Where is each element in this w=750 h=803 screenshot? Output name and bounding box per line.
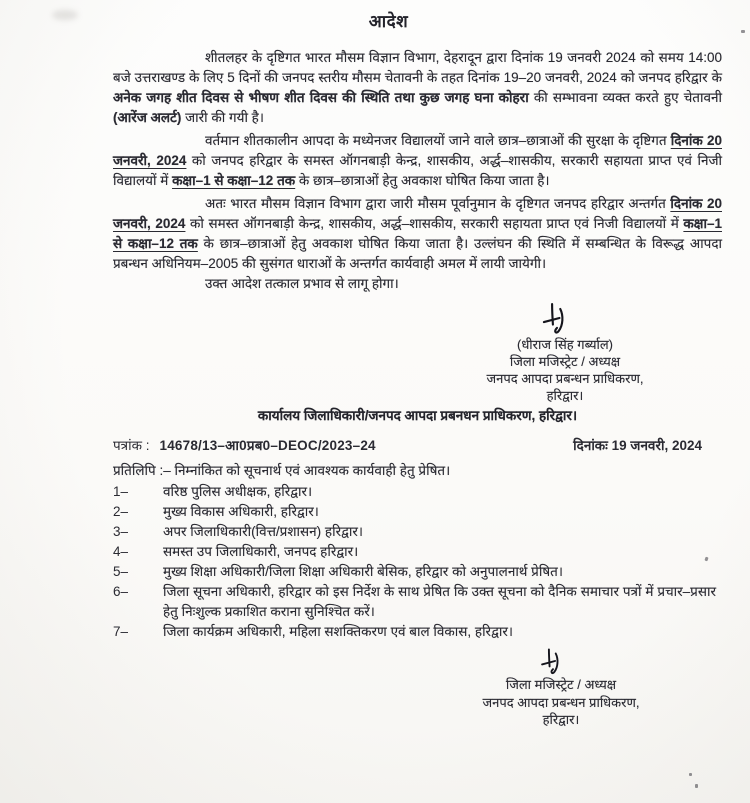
paragraph-text-underlined: कक्षा–1 से कक्षा–12 तक [172, 173, 296, 188]
list-item-number: 1– [113, 484, 129, 499]
scan-speck [741, 30, 745, 33]
letter-date: दिनांकः 19 जनवरी, 2024 [573, 438, 702, 453]
list-item-text: अपर जिलाधिकारी(वित्त/प्रशासन) हरिद्वार। [163, 524, 363, 539]
list-item-text: वरिष्ठ पुलिस अधीक्षक, हरिद्वार। [163, 484, 313, 499]
letter-number-value: 14678/13–आ0प्रब0–DEOC/2023–24 [159, 438, 376, 453]
office-heading: कार्यालय जिलाधिकारी/जनपद आपदा प्रबनधन प्राधिकरण, हरिद्वार। [257, 408, 578, 423]
signatory-name: (धीराज सिंह गर्ब्याल) [516, 337, 614, 352]
paragraph-text: को समस्त ऑगनबाड़ी केन्द्र, शासकीय, अर्द्ध–शासकीय, सरकारी सहायता प्राप्त एवं निजी विद्यालयों में [185, 216, 684, 231]
letter-number-label: पत्रांक : [113, 438, 150, 453]
signature-mark-icon [537, 300, 577, 336]
list-item-text: जिला सूचना अधिकारी, हरिद्वार को इस निर्देश के साथ प्रेषित कि उक्त सूचना को दैनिक समाचार पत्रों में प्रचार–प्रसार हेतु निःशुल्क प्रकाशित कराना सुनिश्चित करें। [163, 584, 716, 619]
paragraph-text: वर्तमान शीतकालीन आपदा के मध्येनजर विद्यालयों जाने वाले छात्र–छात्राओं की सुरक्षा के दृष्टिगत [205, 133, 671, 148]
list-item [113, 562, 722, 582]
list-item-number: 3– [113, 524, 129, 539]
paragraph-text-underlined: दिनांक 20 जनवरी, 2024 [113, 133, 722, 168]
list-item-text: मुख्य विकास अधिकारी, हरिद्वार। [163, 504, 319, 519]
signatory-authority: जनपद आपदा प्रबन्धन प्राधिकरण, [482, 694, 640, 710]
list-item [113, 582, 722, 622]
paragraph-text-underlined: कक्षा–1 से कक्षा–12 तक [113, 216, 722, 251]
signatory-designation: जिला मजिस्ट्रेट / अध्यक्ष [505, 677, 617, 692]
paragraph-text-bold: अनेक जगह शीत दिवस से भीषण शीत दिवस की स्थिति तथा कुछ जगह घना कोहरा [113, 90, 529, 105]
signatory-authority: जनपद आपदा प्रबन्धन प्राधिकरण, [486, 371, 644, 386]
signature-mark-icon [535, 646, 571, 676]
paragraph-weather-warning [113, 48, 722, 128]
list-item [113, 622, 722, 642]
paragraph-text: शीतलहर के दृष्टिगत भारत मौसम विज्ञान विभाग, देहरादून द्वारा दिनांक 19 जनवरी 2024 को समय 14:00 बजे उत्तराखण्ड के लिए 5 दिनों की जनपद स्तरीय मौसम चेतावनी के तहत दिनांक 19–20 जनवरी, 2024 को जनपद हरिद्वार के [113, 50, 722, 85]
effective-immediately-line: उक्त आदेश तत्काल प्रभाव से लागू होगा। [205, 276, 399, 291]
scan-smudge [52, 10, 78, 20]
list-item [113, 522, 722, 542]
paragraph-order-details [113, 194, 722, 274]
paragraph-text: अतः भारत मौसम विज्ञान विभाग द्वारा जारी मौसम पूर्वानुमान के दृष्टिगत जनपद हरिद्वार अन्तर्गत [205, 196, 671, 211]
signature-block-top [430, 300, 700, 404]
paragraph-text-underlined: दिनांक 20 जनवरी, 2024 [113, 196, 722, 231]
signature-block-bottom [426, 646, 696, 729]
document-title: आदेश [368, 12, 409, 31]
list-item-number: 2– [113, 504, 129, 519]
list-item-text: जिला कार्यक्रम अधिकारी, महिला सशक्तिकरण एवं बाल विकास, हरिद्वार। [163, 624, 513, 639]
signatory-place: हरिद्वार। [542, 712, 580, 727]
paragraph-text: जारी की गयी है। [181, 110, 264, 125]
scan-speck [689, 773, 692, 776]
list-item [113, 502, 722, 522]
paragraph-text-bold: (आरेंज अलर्ट) [113, 110, 182, 125]
list-item [113, 542, 722, 562]
paragraph-holiday-declaration [113, 131, 722, 191]
reference-row [113, 436, 722, 456]
scan-speck [695, 784, 698, 788]
paragraph-text: के छात्र–छात्राओं हेतु अवकाश घोषित किया जाता है। उल्लंघन की स्थिति में सम्बन्धित के विरूद्ध आपदा प्रबन्धन अधिनियम–2005 की सुसंगत धाराओं के अन्तर्गत कार्यवाही अमल में लायी जायेगी। [113, 236, 722, 271]
letter-number [113, 436, 376, 456]
list-item-number: 4– [113, 544, 129, 559]
list-item-number: 7– [113, 624, 129, 639]
paragraph-text: की सम्भावना व्यक्त करते हुए चेतावनी [528, 90, 722, 105]
paragraph-text: को जनपद हरिद्वार के समस्त ऑगनबाड़ी केन्द्र, शासकीय, अर्द्ध–शासकीय, सरकारी सहायता प्राप्त एवं निजी विद्यालयों में [113, 153, 722, 188]
paragraph-text: के छात्र–छात्राओं हेतु अवकाश घोषित किया जाता है। [295, 173, 550, 188]
list-item-number: 6– [113, 584, 129, 599]
copy-to-heading: प्रतिलिपि :– निम्नांकित को सूचनार्थ एवं आवश्यक कार्यवाही हेतु प्रेषित। [113, 463, 451, 478]
list-item-text: मुख्य शिक्षा अधिकारी/जिला शिक्षा अधिकारी बेसिक, हरिद्वार को अनुपालनार्थ प्रेषित। [163, 564, 563, 579]
signatory-place: हरिद्वार। [546, 388, 584, 403]
signatory-designation: जिला मजिस्ट्रेट / अध्यक्ष [509, 354, 621, 369]
list-item [113, 482, 722, 502]
list-item-text: समस्त उप जिलाधिकारी, जनपद हरिद्वार। [163, 544, 359, 559]
list-item-number: 5– [113, 564, 129, 579]
copy-recipient-list [113, 482, 722, 642]
